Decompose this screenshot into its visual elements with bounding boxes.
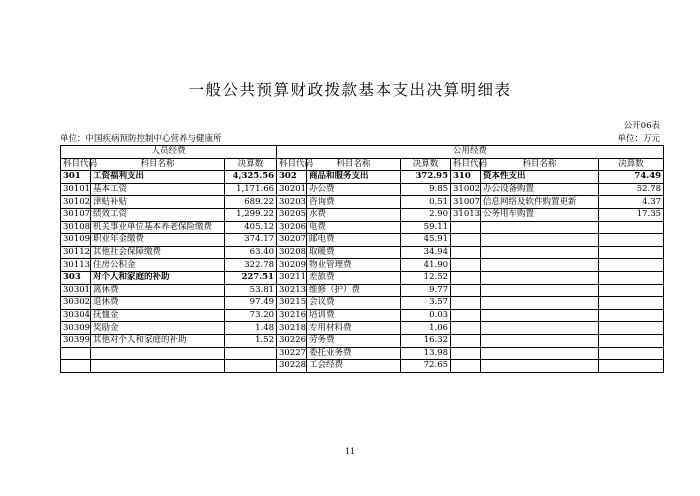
- amount-cell: [599, 259, 664, 272]
- code-cell: [451, 347, 481, 360]
- name-cell: [481, 360, 599, 373]
- name-header: 科目名称: [481, 158, 599, 171]
- amount-cell: 1.06: [401, 322, 451, 335]
- code-cell: 31002: [451, 183, 481, 196]
- amount-cell: 13.98: [401, 347, 451, 360]
- code-cell: 30101: [61, 183, 91, 196]
- code-cell: 30113: [61, 259, 91, 272]
- amount-cell: 372.95: [401, 171, 451, 184]
- name-cell: [481, 246, 599, 259]
- unit-label: 单位：中国疾病预防控制中心营养与健康所: [60, 134, 222, 144]
- name-cell: 维修（护）费: [307, 284, 401, 297]
- name-cell: 住房公积金: [91, 259, 225, 272]
- name-cell: 劳务费: [307, 334, 401, 347]
- name-cell: 机关事业单位基本养老保险缴费: [91, 221, 225, 234]
- code-cell: [451, 259, 481, 272]
- name-cell: 对个人和家庭的补助: [91, 271, 225, 284]
- code-cell: [61, 347, 91, 360]
- name-cell: 津贴补贴: [91, 196, 225, 209]
- amount-cell: 1,171.66: [225, 183, 277, 196]
- code-cell: 30213: [277, 284, 307, 297]
- amount-cell: 374.17: [225, 234, 277, 247]
- name-cell: [481, 309, 599, 322]
- amount-cell: 227.51: [225, 271, 277, 284]
- name-cell: [91, 360, 225, 373]
- name-cell: 工资福利支出: [91, 171, 225, 184]
- name-cell: 资本性支出: [481, 171, 599, 184]
- name-cell: 职业年金缴费: [91, 234, 225, 247]
- name-cell: 委托业务费: [307, 347, 401, 360]
- code-cell: [451, 271, 481, 284]
- currency-unit: 单位：万元: [617, 134, 660, 144]
- code-cell: [451, 309, 481, 322]
- code-cell: 30301: [61, 284, 91, 297]
- name-cell: 培训费: [307, 309, 401, 322]
- code-cell: 30216: [277, 309, 307, 322]
- column-header-row: [61, 158, 664, 171]
- amount-header: 决算数: [225, 158, 277, 171]
- table-row: [61, 360, 664, 373]
- amount-cell: [599, 297, 664, 310]
- code-cell: 30215: [277, 297, 307, 310]
- code-cell: 30206: [277, 221, 307, 234]
- name-cell: [91, 347, 225, 360]
- code-cell: 30218: [277, 322, 307, 335]
- code-cell: 30207: [277, 234, 307, 247]
- code-cell: [451, 284, 481, 297]
- code-cell: [451, 246, 481, 259]
- code-cell: 303: [61, 271, 91, 284]
- name-cell: 专用材料费: [307, 322, 401, 335]
- expenditure-table: [60, 145, 664, 373]
- table-row: [61, 234, 664, 247]
- table-row: [61, 271, 664, 284]
- code-cell: [451, 221, 481, 234]
- table-row: [61, 322, 664, 335]
- code-cell: 30211: [277, 271, 307, 284]
- name-cell: 办公设备购置: [481, 183, 599, 196]
- name-cell: 会议费: [307, 297, 401, 310]
- amount-cell: 41.90: [401, 259, 451, 272]
- code-cell: 30107: [61, 208, 91, 221]
- code-cell: 30227: [277, 347, 307, 360]
- code-header: 科目代码: [277, 158, 307, 171]
- amount-cell: 1.52: [225, 334, 277, 347]
- amount-cell: 45.91: [401, 234, 451, 247]
- name-cell: [481, 284, 599, 297]
- table-row: [61, 334, 664, 347]
- code-header: 科目代码: [451, 158, 481, 171]
- code-header: 科目代码: [61, 158, 91, 171]
- name-cell: [481, 297, 599, 310]
- name-cell: [481, 322, 599, 335]
- name-cell: 水费: [307, 208, 401, 221]
- table-row: [61, 297, 664, 310]
- amount-cell: 59.11: [401, 221, 451, 234]
- name-cell: 奖励金: [91, 322, 225, 335]
- code-cell: 30203: [277, 196, 307, 209]
- amount-cell: 17.35: [599, 208, 664, 221]
- amount-cell: 689.22: [225, 196, 277, 209]
- name-cell: 信息网络及软件购置更新: [481, 196, 599, 209]
- name-cell: 公务用车购置: [481, 208, 599, 221]
- amount-cell: 9.77: [401, 284, 451, 297]
- amount-cell: 4,325.56: [225, 171, 277, 184]
- amount-cell: 1,299.22: [225, 208, 277, 221]
- amount-cell: 73.20: [225, 309, 277, 322]
- name-cell: [481, 334, 599, 347]
- page-number: 11: [344, 447, 356, 456]
- name-cell: 离休费: [91, 284, 225, 297]
- name-cell: [481, 271, 599, 284]
- group-header-row: [61, 146, 664, 159]
- code-cell: [451, 360, 481, 373]
- name-cell: 咨询费: [307, 196, 401, 209]
- table-row: [61, 171, 664, 184]
- code-cell: 30208: [277, 246, 307, 259]
- amount-cell: [599, 309, 664, 322]
- amount-cell: [225, 360, 277, 373]
- name-cell: 物业管理费: [307, 259, 401, 272]
- public-header: 公用经费: [277, 146, 664, 159]
- amount-cell: [599, 221, 664, 234]
- code-cell: 301: [61, 171, 91, 184]
- amount-cell: 34.94: [401, 246, 451, 259]
- amount-cell: [225, 347, 277, 360]
- amount-cell: 53.81: [225, 284, 277, 297]
- code-cell: 30399: [61, 334, 91, 347]
- name-cell: 电费: [307, 221, 401, 234]
- page-title: 一般公共预算财政拨款基本支出决算明细表: [188, 81, 512, 99]
- name-cell: 基本工资: [91, 183, 225, 196]
- name-cell: 取暖费: [307, 246, 401, 259]
- code-cell: 30302: [61, 297, 91, 310]
- code-cell: 30112: [61, 246, 91, 259]
- amount-cell: 3.57: [401, 297, 451, 310]
- code-cell: 30108: [61, 221, 91, 234]
- code-cell: 302: [277, 171, 307, 184]
- amount-cell: 74.49: [599, 171, 664, 184]
- name-cell: 绩效工资: [91, 208, 225, 221]
- amount-cell: 2.90: [401, 208, 451, 221]
- code-cell: 31013: [451, 208, 481, 221]
- table-row: [61, 309, 664, 322]
- table-row: [61, 221, 664, 234]
- amount-cell: 12.52: [401, 271, 451, 284]
- amount-cell: 0.03: [401, 309, 451, 322]
- code-cell: 30205: [277, 208, 307, 221]
- code-cell: 31007: [451, 196, 481, 209]
- amount-cell: 4.37: [599, 196, 664, 209]
- table-row: [61, 183, 664, 196]
- code-cell: 30228: [277, 360, 307, 373]
- amount-header: 决算数: [401, 158, 451, 171]
- table-row: [61, 196, 664, 209]
- name-cell: 差旅费: [307, 271, 401, 284]
- amount-cell: [599, 360, 664, 373]
- name-cell: [481, 234, 599, 247]
- amount-cell: 9.85: [401, 183, 451, 196]
- code-cell: [451, 297, 481, 310]
- name-cell: [481, 347, 599, 360]
- amount-cell: 63.40: [225, 246, 277, 259]
- amount-header: 决算数: [599, 158, 664, 171]
- code-cell: 30226: [277, 334, 307, 347]
- name-cell: 其他社会保障缴费: [91, 246, 225, 259]
- name-cell: 退休费: [91, 297, 225, 310]
- table-row: [61, 284, 664, 297]
- code-cell: [451, 334, 481, 347]
- name-cell: 抚恤金: [91, 309, 225, 322]
- amount-cell: 1.48: [225, 322, 277, 335]
- amount-cell: 52.78: [599, 183, 664, 196]
- name-header: 科目名称: [91, 158, 225, 171]
- amount-cell: 322.78: [225, 259, 277, 272]
- code-cell: 30209: [277, 259, 307, 272]
- name-cell: [481, 221, 599, 234]
- personnel-header: 人员经费: [61, 146, 277, 159]
- amount-cell: 72.65: [401, 360, 451, 373]
- table-row: [61, 246, 664, 259]
- amount-cell: 405.12: [225, 221, 277, 234]
- code-cell: [61, 360, 91, 373]
- code-cell: 30109: [61, 234, 91, 247]
- amount-cell: [599, 234, 664, 247]
- name-cell: 商品和服务支出: [307, 171, 401, 184]
- code-cell: 30102: [61, 196, 91, 209]
- name-cell: 工会经费: [307, 360, 401, 373]
- code-cell: 30309: [61, 322, 91, 335]
- table-row: [61, 208, 664, 221]
- amount-cell: 0.51: [401, 196, 451, 209]
- amount-cell: [599, 284, 664, 297]
- name-cell: 办公费: [307, 183, 401, 196]
- amount-cell: [599, 246, 664, 259]
- amount-cell: [599, 347, 664, 360]
- name-cell: 邮电费: [307, 234, 401, 247]
- code-cell: 30304: [61, 309, 91, 322]
- code-cell: [451, 234, 481, 247]
- table-row: [61, 347, 664, 360]
- amount-cell: [599, 334, 664, 347]
- name-cell: [481, 259, 599, 272]
- name-cell: 其他对个人和家庭的补助: [91, 334, 225, 347]
- name-header: 科目名称: [307, 158, 401, 171]
- amount-cell: 16.32: [401, 334, 451, 347]
- code-cell: 30201: [277, 183, 307, 196]
- code-cell: 310: [451, 171, 481, 184]
- amount-cell: [599, 271, 664, 284]
- amount-cell: [599, 322, 664, 335]
- form-number: 公开06表: [623, 121, 660, 131]
- table-row: [61, 259, 664, 272]
- amount-cell: 97.49: [225, 297, 277, 310]
- code-cell: [451, 322, 481, 335]
